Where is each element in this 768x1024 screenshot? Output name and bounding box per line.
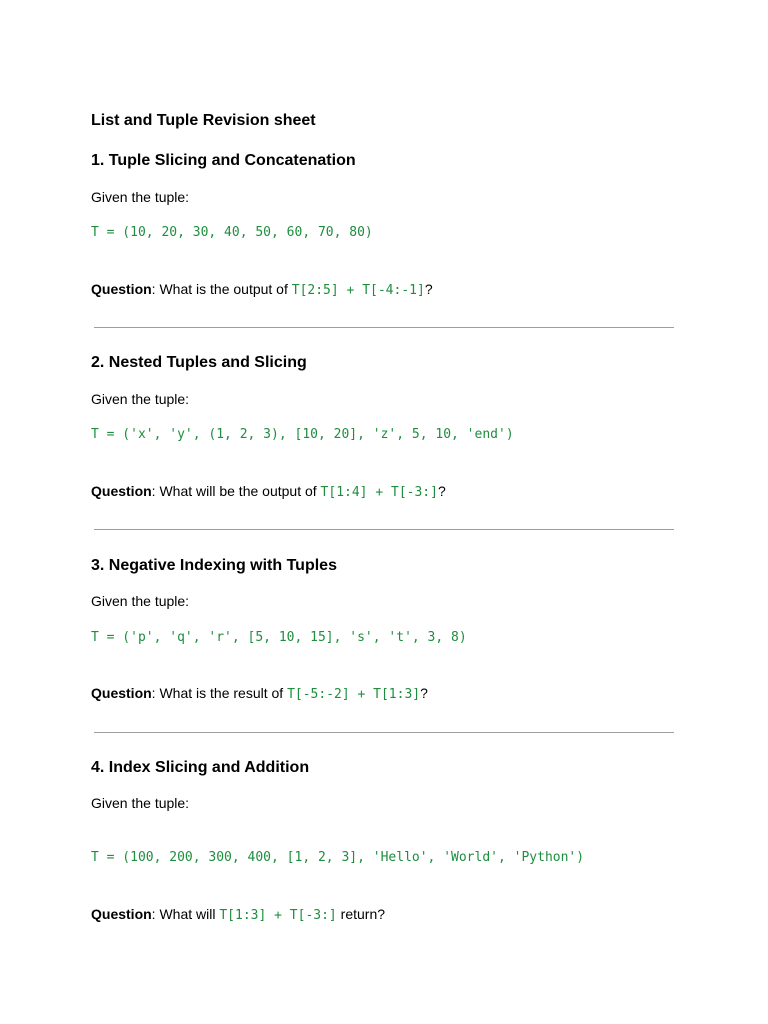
tuple-code: T = (10, 20, 30, 40, 50, 60, 70, 80): [91, 225, 373, 240]
question-suffix: return?: [336, 906, 386, 922]
tuple-code: T = (100, 200, 300, 400, [1, 2, 3], 'Hello', 'World', 'Python'): [91, 850, 585, 865]
section-heading: 4. Index Slicing and Addition: [91, 759, 310, 776]
question-code: T[2:5] + T[-4:-1]: [291, 283, 425, 298]
given-text: Given the tuple:: [91, 593, 190, 609]
tuple-code: T = ('p', 'q', 'r', [5, 10, 15], 's', 't', 3, 8): [91, 630, 467, 645]
question-suffix: ?: [420, 685, 428, 701]
question-code: T[1:3] + T[-3:]: [219, 908, 337, 923]
question-text: [91, 685, 428, 703]
question-code: T[-5:-2] + T[1:3]: [287, 687, 421, 702]
section-divider: [94, 529, 674, 530]
tuple-code: T = ('x', 'y', (1, 2, 3), [10, 20], 'z', 5, 10, 'end'): [91, 427, 514, 442]
given-text: Given the tuple:: [91, 189, 190, 205]
question-prefix: : What is the result of: [151, 685, 288, 701]
section-divider: [94, 327, 674, 328]
section-heading: 2. Nested Tuples and Slicing: [91, 354, 307, 371]
question-code: T[1:4] + T[-3:]: [320, 485, 438, 500]
question-text: [91, 906, 385, 924]
question-label: Question: [91, 281, 152, 297]
given-text: Given the tuple:: [91, 795, 190, 811]
question-prefix: : What will be the output of: [151, 483, 321, 499]
question-label: Question: [91, 685, 152, 701]
given-text: Given the tuple:: [91, 391, 190, 407]
question-prefix: : What is the output of: [151, 281, 292, 297]
question-text: [91, 281, 433, 299]
question-text: [91, 483, 446, 501]
question-label: Question: [91, 906, 152, 922]
question-prefix: : What will: [151, 906, 220, 922]
question-suffix: ?: [424, 281, 433, 297]
section-heading: 3. Negative Indexing with Tuples: [91, 557, 337, 574]
question-label: Question: [91, 483, 152, 499]
document-title: List and Tuple Revision sheet: [91, 112, 316, 129]
question-suffix: ?: [437, 483, 446, 499]
section-heading: 1. Tuple Slicing and Concatenation: [91, 152, 356, 169]
section-divider: [94, 732, 674, 733]
